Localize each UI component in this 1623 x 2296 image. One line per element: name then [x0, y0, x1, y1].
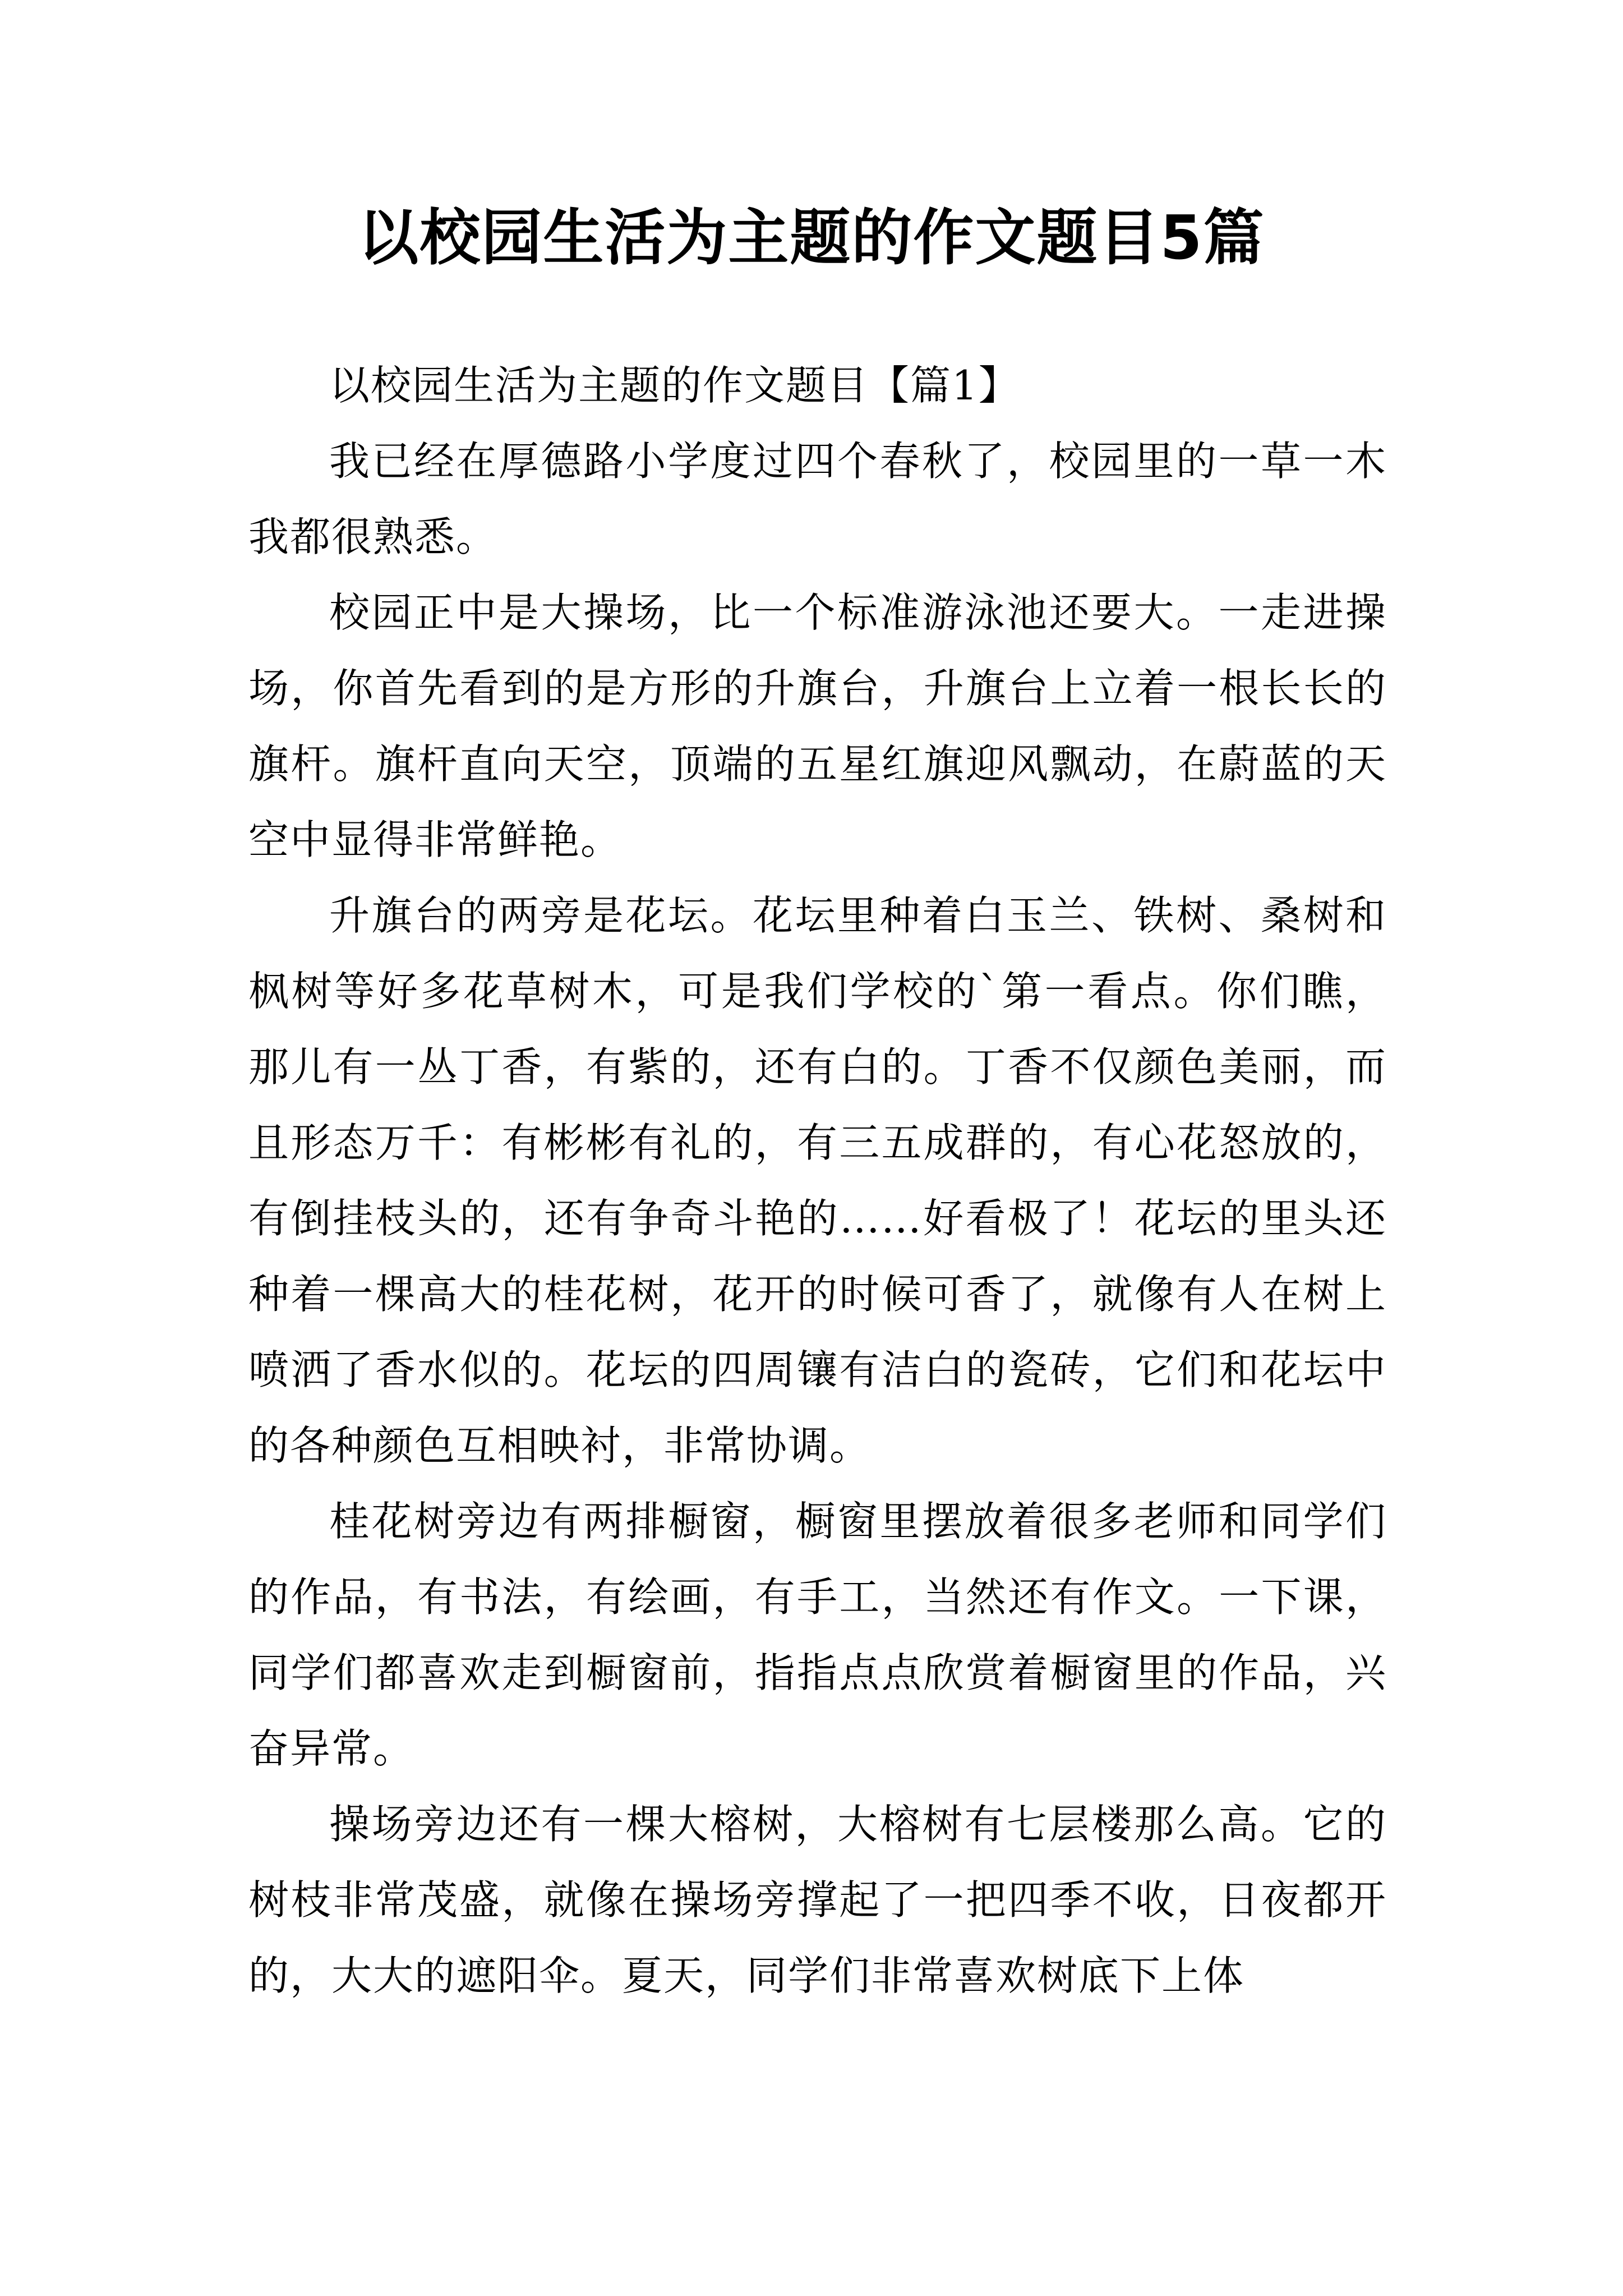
paragraph: 桂花树旁边有两排橱窗，橱窗里摆放着很多老师和同学们的作品，有书法，有绘画，有手工，当然还有作文。一下课，同学们都喜欢走到橱窗前，指指点点欣赏着橱窗里的作品，兴奋异常。: [248, 1498, 1387, 1772]
document-body: [248, 348, 1387, 2014]
paragraph: 升旗台的两旁是花坛。花坛里种着白玉兰、铁树、桑树和枫树等好多花草树木，可是我们学校的`第一看点。你们瞧，那儿有一丛丁香，有紫的，还有白的。丁香不仅颜色美丽，而且形态万千：有彬彬有礼的，有三五成群的，有心花怒放的，有倒挂枝头的，还有争奇斗艳的……好看极了！花坛的里头还种着一棵高大的桂花树，花开的时候可香了，就像有人在树上喷洒了香水似的。花坛的四周镶有洁白的瓷砖，它们和花坛中的各种颜色互相映衬，非常协调。: [248, 892, 1387, 1469]
paragraph: 校园正中是大操场，比一个标准游泳池还要大。一走进操场，你首先看到的是方形的升旗台，升旗台上立着一根长长的旗杆。旗杆直向天空，顶端的五星红旗迎风飘动，在蔚蓝的天空中显得非常鲜艳。: [248, 589, 1387, 863]
section-heading: 以校园生活为主题的作文题目【篇1】: [329, 362, 1020, 409]
paragraph: 操场旁边还有一棵大榕树，大榕树有七层楼那么高。它的树枝非常茂盛，就像在操场旁撑起了一把四季不收，日夜都开的，大大的遮阳伞。夏天，同学们非常喜欢树底下上体: [248, 1801, 1387, 1999]
paragraph: 我已经在厚德路小学度过四个春秋了，校园里的一草一木我都很熟悉。: [248, 438, 1387, 560]
document-title: 以校园生活为主题的作文题目5篇: [358, 203, 1265, 273]
